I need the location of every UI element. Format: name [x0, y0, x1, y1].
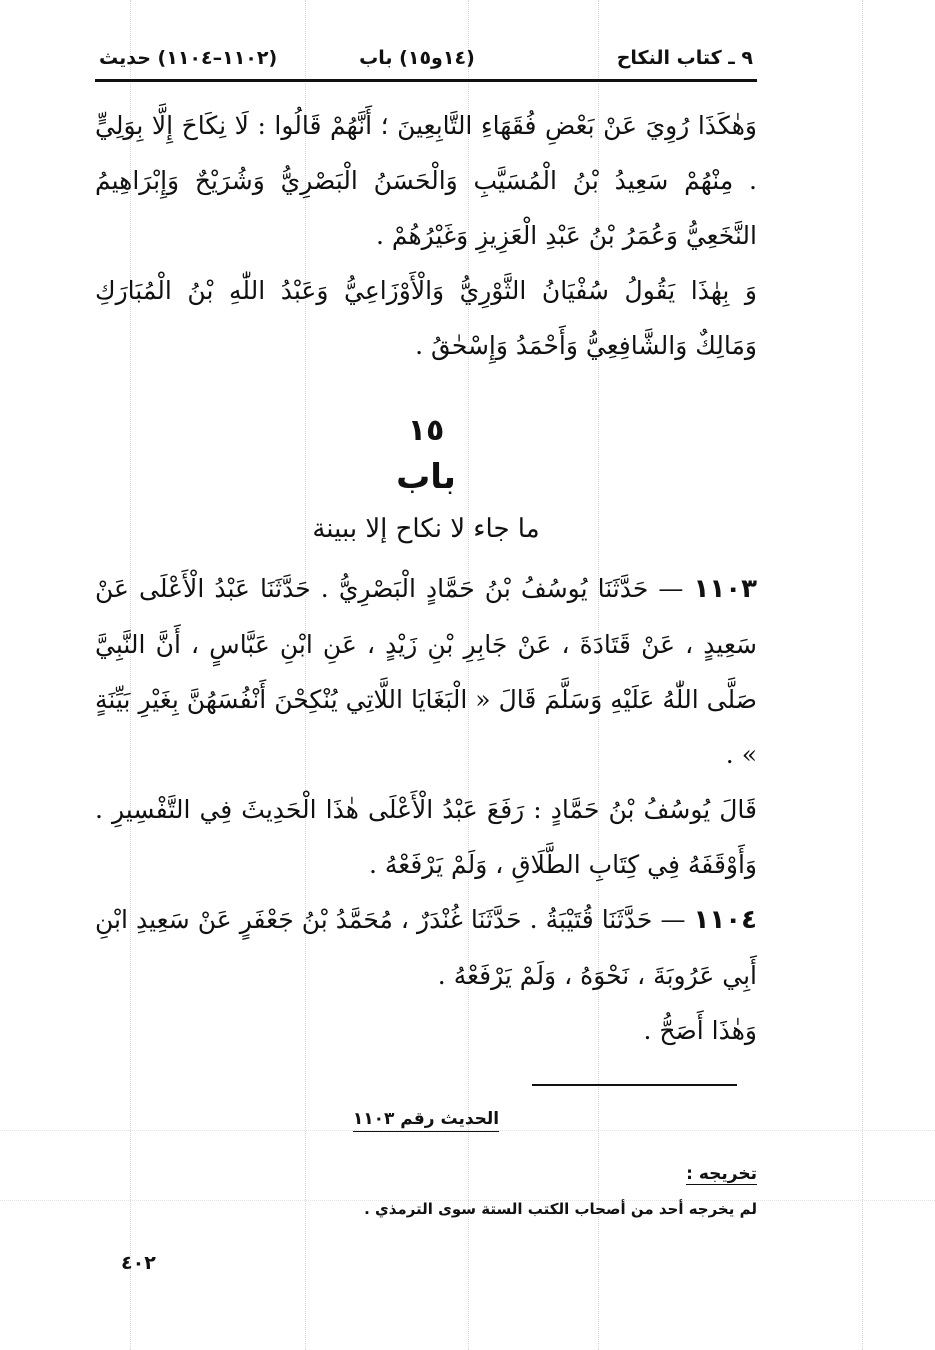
- chapter-title: ما جاء لا نكاح إلا ببينة: [312, 514, 540, 544]
- hadith-paragraph: [95, 561, 757, 782]
- footnote-text: لم يخرجه أحد من أصحاب الكتب الستة سوى الترمذي .: [364, 1200, 757, 1218]
- footnote-label: [95, 1160, 757, 1188]
- footnote-heading-text: الحديث رقم ١١٠٣: [353, 1109, 499, 1132]
- footnote-label-text: تخريجه :: [686, 1164, 757, 1184]
- chapter-label: باب: [396, 457, 456, 497]
- page-number: ٤٠٢: [121, 1252, 156, 1274]
- chapter-number: ١٥: [407, 413, 445, 448]
- hadith-comment: وَهٰذَا أَصَحُّ .: [643, 1016, 757, 1045]
- footnote-separator: [532, 1084, 737, 1086]
- scan-guide-line: [862, 0, 863, 1350]
- hadith-number: ١١٠٣: [693, 574, 757, 604]
- book-page: [95, 35, 757, 1274]
- hadith-comment: قَالَ يُوسُفُ بْنُ حَمَّادٍ : رَفَعَ عَبْدُ الْأَعْلَى هٰذَا الْحَدِيثَ فِي التَّفْسِيرِ . وَأَوْقَفَهُ فِي كِتَابِ الطَّلَاقِ ، وَلَمْ يَرْفَعْهُ .: [95, 795, 757, 879]
- hadith-text: — حَدَّثَنَا قُتَيْبَةُ . حَدَّثَنَا غُنْدَرٌ ، مُحَمَّدُ بْنُ جَعْفَرٍ عَنْ سَعِيدِ ابْنِ أَبِي عَرُوبَةَ ، نَحْوَهُ ، وَلَمْ يَرْفَعْهُ .: [95, 905, 757, 990]
- running-head: [95, 35, 757, 82]
- body-paragraph: وَهٰكَذَا رُوِيَ عَنْ بَعْضِ فُقَهَاءِ التَّابِعِينَ ؛ أَنَّهُمْ قَالُوا : لَا نِكَاحَ إِلَّا بِوَلِيٍّ . مِنْهُمْ سَعِيدُ بْنُ الْمُسَيَّبِ وَالْحَسَنُ الْبَصْرِيُّ وَشُرَيْحٌ وَإِبْرَاهِيمُ النَّخَعِيُّ وَعُمَرُ بْنُ عَبْدِ الْعَزِيزِ وَغَيْرُهُمْ .: [95, 111, 757, 250]
- hadith-text: — حَدَّثَنَا يُوسُفُ بْنُ حَمَّادٍ الْبَصْرِيُّ . حَدَّثَنَا عَبْدُ الْأَعْلَى عَنْ سَعِيدٍ ، عَنْ قَتَادَةَ ، عَنْ جَابِرِ بْنِ زَيْدٍ ، عَنِ ابْنِ عَبَّاسٍ ، أَنَّ النَّبِيَّ صَلَّى اللّٰهُ عَلَيْهِ وَسَلَّمَ قَالَ « الْبَغَايَا اللَّاتِي يُنْكِحْنَ أَنْفُسَهُنَّ بِغَيْرِ بَيِّنَةٍ » .: [95, 574, 757, 769]
- running-head-hadith-range: (١١٠٢–١١٠٤) حديث: [99, 47, 278, 69]
- hadith-number: ١١٠٤: [693, 905, 757, 935]
- hadith-paragraph: [95, 892, 757, 1003]
- body-paragraph: وَ بِهٰذَا يَقُولُ سُفْيَانُ الثَّوْرِيُّ وَالْأَوْزَاعِيُّ وَعَبْدُ اللّٰهِ بْنُ الْمُبَارَكِ وَمَالِكٌ وَالشَّافِعِيُّ وَأَحْمَدُ وَإِسْحٰقُ .: [95, 276, 757, 360]
- running-head-chapters: (١٤و١٥) باب: [359, 47, 475, 69]
- running-head-book: ٩ ـ كتاب النكاح: [616, 47, 753, 69]
- footnote-heading: [95, 1104, 757, 1134]
